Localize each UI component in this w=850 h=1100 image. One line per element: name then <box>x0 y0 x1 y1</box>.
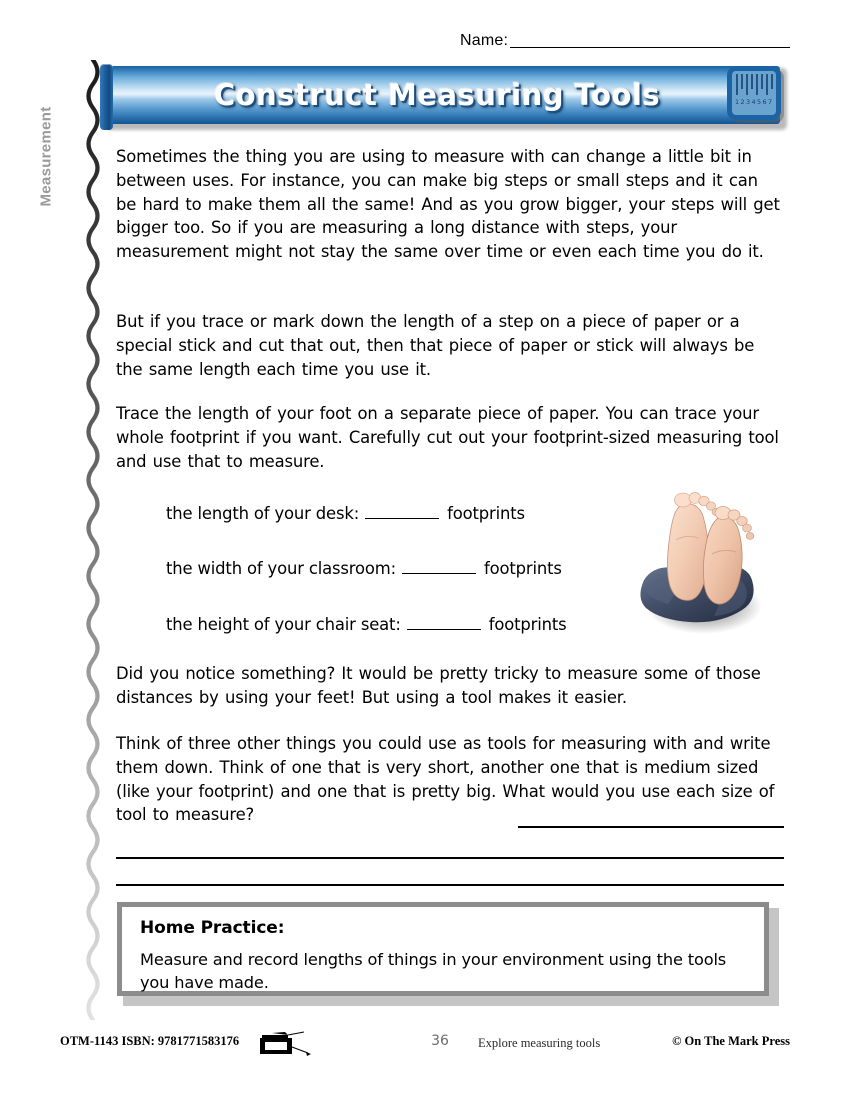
svg-text:2: 2 <box>740 98 745 106</box>
prompt-unit: footprints <box>488 615 567 634</box>
measure-prompt-classroom <box>166 559 562 578</box>
paragraph-4: Did you notice something? It would be pretty tricky to measure some of those distances by using your feet! But using a tool makes it easier. <box>116 664 761 707</box>
name-field-row <box>460 33 790 50</box>
strand-label: Measurement <box>37 106 55 207</box>
title-banner <box>100 62 790 132</box>
svg-text:4: 4 <box>751 98 756 106</box>
feet-photo <box>626 482 776 642</box>
measure-prompt-desk <box>166 504 525 523</box>
name-label: Name: <box>460 32 509 49</box>
page-title: Construct Measuring Tools <box>213 78 661 112</box>
footer-topic: Explore measuring tools <box>478 1036 601 1050</box>
svg-text:3: 3 <box>746 98 751 106</box>
answer-blank[interactable] <box>402 560 476 574</box>
wavy-divider-icon <box>82 60 104 1020</box>
paragraph-5: Think of three other things you could use as tools for measuring with and write them down. Think of one that is very short, another one that is medium sized (like your footprint) and one that is pretty big. What would you use each size of tool to measure? <box>116 734 775 825</box>
footer-publisher: © On The Mark Press <box>672 1034 790 1048</box>
name-write-line[interactable] <box>510 46 790 48</box>
home-practice-box <box>117 902 769 996</box>
paragraph-1: Sometimes the thing you are using to measure with can change a little bit in between uses. For instance, you can make big steps or small steps and it can be hard to make them all the same! And as you grow bigger, your steps will get bigger too. So if you are measuring a long distance with steps, your measurement might not stay the same over time or even each time you do it. <box>116 147 780 262</box>
svg-text:5: 5 <box>757 98 762 106</box>
answer-line-1[interactable] <box>116 857 784 859</box>
measure-prompt-chair <box>166 615 567 634</box>
prompt-label: the width of your classroom: <box>166 559 396 578</box>
prompt-label: the length of your desk: <box>166 504 360 523</box>
paragraph-2: But if you trace or mark down the length of a step on a piece of paper or a special stick and cut that out, then that piece of paper or stick will always be the same length each time you use it. <box>116 312 755 379</box>
prompt-unit: footprints <box>447 504 525 523</box>
answer-line-2[interactable] <box>116 884 784 886</box>
answer-blank[interactable] <box>365 505 439 519</box>
page-footer <box>60 1031 790 1061</box>
banner-left-cap <box>100 64 113 130</box>
home-practice-title: Home Practice: <box>140 918 285 938</box>
svg-text:1: 1 <box>735 98 740 106</box>
answer-blank[interactable] <box>407 616 481 630</box>
paragraph-3: Trace the length of your foot on a separate piece of paper. You can trace your whole footprint if you want. Carefully cut out your footprint-sized measuring tool and use that to measure. <box>116 404 779 471</box>
svg-text:7: 7 <box>768 98 773 106</box>
home-practice-body: Measure and record lengths of things in your environment using the tools you have made. <box>140 950 727 992</box>
page-number: 36 <box>431 1033 449 1049</box>
svg-text:6: 6 <box>762 98 767 106</box>
prompt-label: the height of your chair seat: <box>166 615 401 634</box>
answer-line-inline[interactable] <box>518 826 784 828</box>
home-practice-section <box>117 902 779 1006</box>
banner-bar <box>108 66 780 124</box>
ruler-icon <box>725 62 789 132</box>
footer-isbn: OTM-1143 ISBN: 9781771583176 <box>60 1034 240 1048</box>
copier-icon <box>258 1029 314 1059</box>
prompt-unit: footprints <box>483 559 562 578</box>
